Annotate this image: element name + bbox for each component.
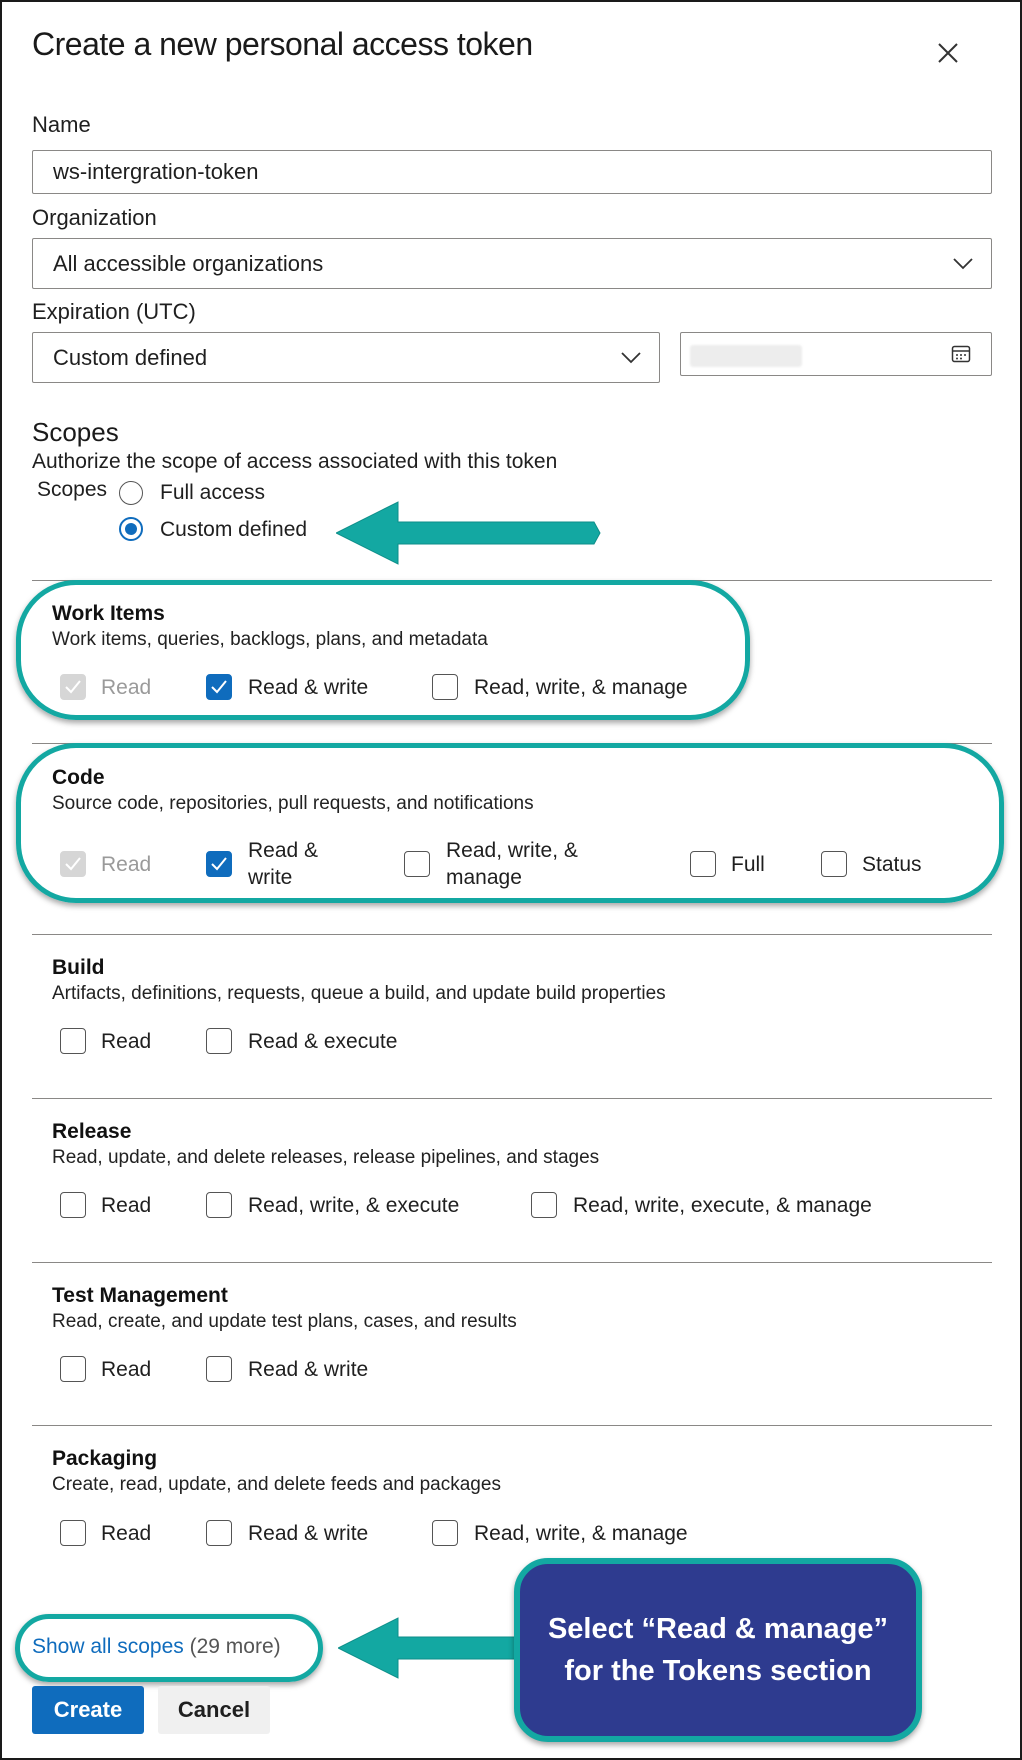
radio-full-access-label[interactable]: Full access [160,481,266,504]
checkbox-label: Read [101,853,152,876]
checkbox-label-read-write[interactable] [248,837,318,891]
section-desc-code: Source code, repositories, pull requests, and notifications [52,793,534,814]
radio-custom-defined[interactable] [119,517,143,541]
checkbox-label[interactable]: Read [101,1194,152,1217]
expiration-dropdown[interactable] [32,332,660,383]
checkbox-packaging-read-write[interactable] [206,1520,232,1546]
checkbox-label[interactable]: Read & write [248,1358,369,1381]
checkbox-label[interactable]: Status [862,853,922,876]
checkbox-release-read[interactable] [60,1192,86,1218]
section-title-packaging: Packaging [52,1447,158,1470]
close-icon[interactable] [935,40,961,66]
checkbox-test-read-write[interactable] [206,1356,232,1382]
checkbox-label[interactable]: Read & write [248,1522,369,1545]
checkbox-build-execute[interactable] [206,1028,232,1054]
label-line: manage [446,866,522,889]
chevron-down-icon [621,352,641,364]
chevron-down-icon [953,258,973,270]
checkbox-label[interactable]: Read, write, & manage [474,676,688,699]
checkbox-code-read-write[interactable] [206,851,232,877]
checkbox-label: Read [101,676,152,699]
checkbox-label[interactable]: Full [731,853,765,876]
name-input[interactable] [32,150,992,194]
checkbox-label[interactable]: Read, write, execute, & manage [573,1194,872,1217]
checkbox-packaging-read[interactable] [60,1520,86,1546]
checkbox-work-items-read [60,674,86,700]
name-input-value: ws-intergration-token [53,159,259,184]
section-title-release: Release [52,1120,132,1143]
callout-line: Select “Read & manage” [547,1613,889,1645]
checkbox-label[interactable]: Read [101,1358,152,1381]
checkbox-release-execute[interactable] [206,1192,232,1218]
annotation-arrow-icon [336,500,602,566]
expiration-label: Expiration (UTC) [32,299,196,324]
section-desc-packaging: Create, read, update, and delete feeds and packages [52,1474,501,1495]
section-divider [32,1098,992,1099]
callout-line: for the Tokens section [564,1655,872,1687]
section-title-work-items: Work Items [52,602,165,625]
annotation-callout [514,1558,922,1742]
show-all-scopes-text[interactable]: Show all scopes [32,1635,184,1658]
checkbox-label-manage[interactable] [446,837,578,891]
redacted-date [690,345,802,367]
label-line: Read, write, & [446,839,578,862]
checkbox-label[interactable]: Read [101,1030,152,1053]
calendar-icon[interactable] [951,344,971,364]
checkbox-work-items-read-write[interactable] [206,674,232,700]
dialog-title: Create a new personal access token [32,26,533,62]
annotation-arrow-icon [338,1616,522,1680]
name-label: Name [32,112,91,137]
section-divider [32,934,992,935]
checkbox-test-read[interactable] [60,1356,86,1382]
checkbox-release-manage[interactable] [531,1192,557,1218]
checkbox-build-read[interactable] [60,1028,86,1054]
section-title-test-management: Test Management [52,1284,228,1307]
scopes-radio-label: Scopes [37,478,108,501]
checkbox-label[interactable]: Read, write, & manage [474,1522,688,1545]
radio-full-access[interactable] [119,481,143,505]
checkbox-code-full[interactable] [690,851,716,877]
organization-value: All accessible organizations [53,250,324,276]
organization-dropdown[interactable] [32,238,992,289]
create-button[interactable]: Create [32,1686,144,1734]
scopes-heading: Scopes [32,417,119,447]
checkbox-packaging-manage[interactable] [432,1520,458,1546]
organization-label: Organization [32,205,157,230]
section-desc-work-items: Work items, queries, backlogs, plans, and metadata [52,629,488,650]
radio-custom-defined-label[interactable]: Custom defined [160,518,308,541]
scopes-description: Authorize the scope of access associated with this token [32,450,558,473]
label-line: Read & [248,839,319,862]
show-all-scopes-link[interactable] [32,1635,281,1659]
section-divider [32,1262,992,1263]
checkbox-code-read [60,851,86,877]
checkbox-code-status[interactable] [821,851,847,877]
checkbox-label[interactable]: Read, write, & execute [248,1194,460,1217]
section-desc-test-management: Read, create, and update test plans, cases, and results [52,1311,517,1332]
checkbox-code-manage[interactable] [404,851,430,877]
more-count: (29 more) [189,1635,281,1658]
cancel-button[interactable]: Cancel [158,1686,270,1734]
section-desc-build: Artifacts, definitions, requests, queue a build, and update build properties [52,983,666,1004]
section-title-build: Build [52,956,105,979]
section-desc-release: Read, update, and delete releases, release pipelines, and stages [52,1147,600,1168]
expiration-value: Custom defined [53,344,208,370]
label-line: write [248,866,293,889]
section-title-code: Code [52,766,105,789]
checkbox-work-items-manage[interactable] [432,674,458,700]
checkbox-label[interactable]: Read & execute [248,1030,398,1053]
checkbox-label[interactable]: Read & write [248,676,369,699]
checkbox-label[interactable]: Read [101,1522,152,1545]
section-divider [32,1425,992,1426]
